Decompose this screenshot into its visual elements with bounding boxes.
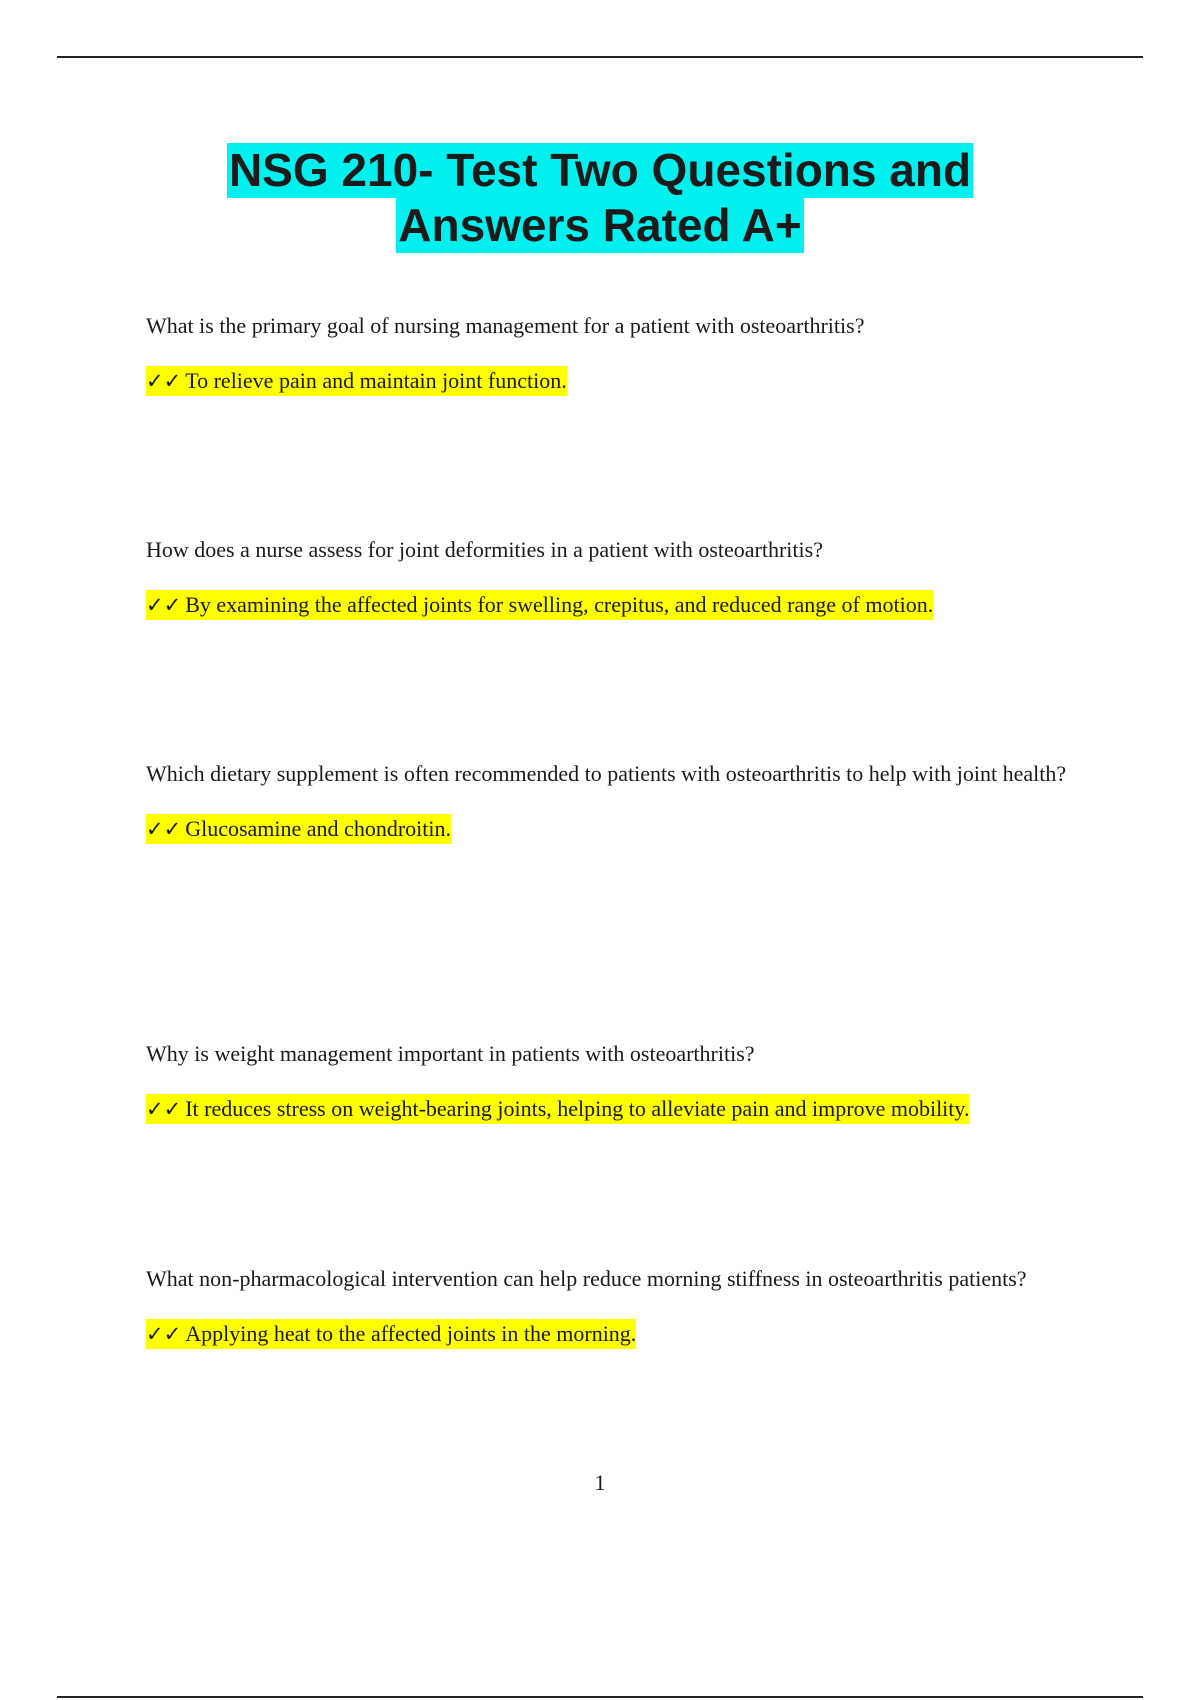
question-text: What is the primary goal of nursing management for a patient with osteoarthritis?	[146, 313, 865, 338]
bottom-rule	[57, 1696, 1143, 1698]
double-check-icon: ✓✓	[146, 593, 182, 617]
document-title	[0, 143, 1200, 253]
qa-item-4	[146, 1025, 1096, 1124]
answer-highlight	[146, 814, 451, 844]
answer	[146, 590, 1096, 620]
qa-item-1	[146, 297, 1096, 396]
title-line-2: Answers Rated A+	[398, 199, 802, 251]
top-rule	[57, 56, 1143, 58]
qa-item-3	[146, 745, 1096, 844]
answer-text: Glucosamine and chondroitin.	[185, 816, 451, 841]
answer-highlight	[146, 366, 567, 396]
answer	[146, 366, 1096, 396]
answer	[146, 1094, 1096, 1124]
answer-text: To relieve pain and maintain joint function.	[185, 368, 567, 393]
double-check-icon: ✓✓	[146, 817, 182, 841]
double-check-icon: ✓✓	[146, 1097, 182, 1121]
answer-text: Applying heat to the affected joints in the morning.	[185, 1321, 637, 1346]
double-check-icon: ✓✓	[146, 369, 182, 393]
answer-highlight	[146, 590, 933, 620]
qa-item-2	[146, 521, 1096, 620]
title-line-1: NSG 210- Test Two Questions and	[228, 144, 972, 196]
answer-text: By examining the affected joints for swelling, crepitus, and reduced range of motion.	[185, 592, 934, 617]
page-number: 1	[594, 1470, 606, 1495]
answer-highlight	[146, 1319, 636, 1349]
answer-highlight	[146, 1094, 969, 1124]
question-text: What non-pharmacological intervention can help reduce morning stiffness in osteoarthritis patients?	[146, 1266, 1027, 1291]
question-text: How does a nurse assess for joint deformities in a patient with osteoarthritis?	[146, 537, 823, 562]
question-text: Which dietary supplement is often recommended to patients with osteoarthritis to help with joint health?	[146, 761, 1067, 786]
answer-text: It reduces stress on weight-bearing joints, helping to alleviate pain and improve mobility.	[185, 1096, 970, 1121]
answer	[146, 1319, 1096, 1349]
double-check-icon: ✓✓	[146, 1322, 182, 1346]
question-text: Why is weight management important in patients with osteoarthritis?	[146, 1041, 755, 1066]
qa-item-5	[146, 1250, 1096, 1349]
answer	[146, 814, 1096, 844]
